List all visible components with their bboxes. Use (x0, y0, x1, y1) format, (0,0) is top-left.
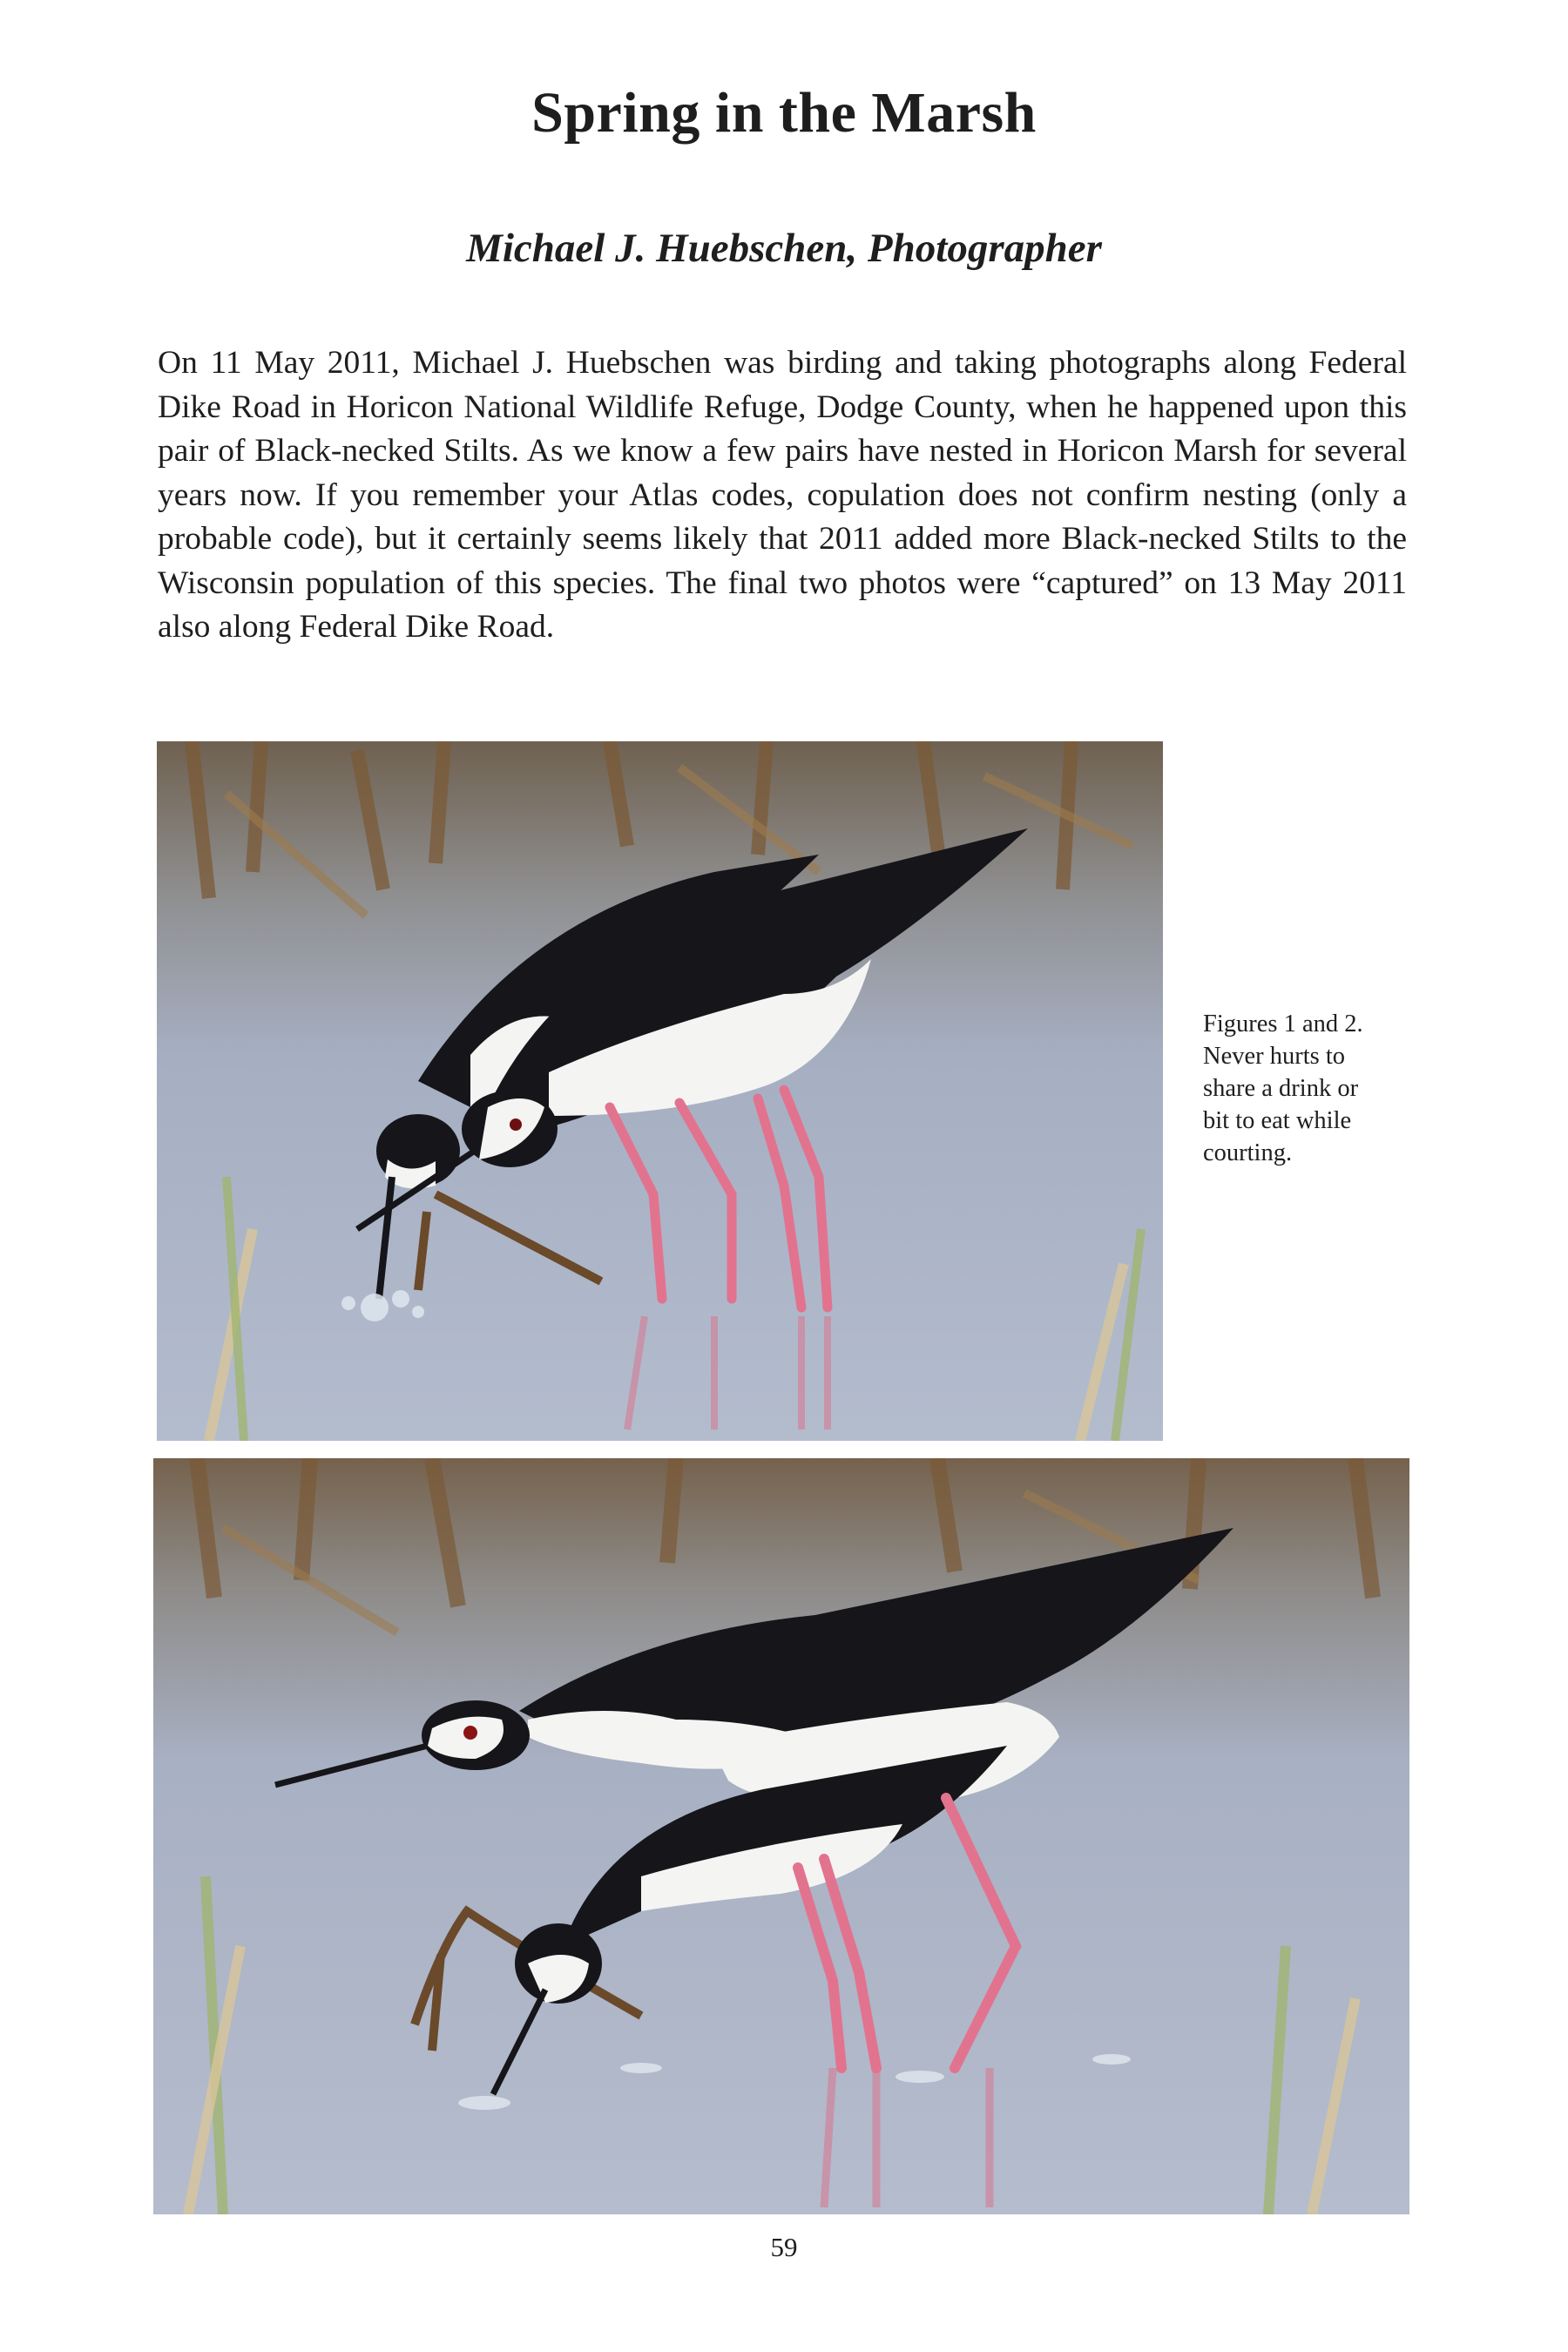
figure-2-photo (153, 1458, 1409, 2214)
caption-line: Never hurts to (1203, 1043, 1346, 1070)
article-body: On 11 May 2011, Michael J. Huebschen was birding and taking photographs along Federal Dike Road in Horicon National Wildlife Refuge, Dodge County, when he happened upon this pair of Black-necked Stilts. As we know a few pairs have nested in Horicon Marsh for several years now. If you remember your Atlas codes, copulation does not confirm nesting (only a probable code), but it certainly seems likely that 2011 added more Black-necked Stilts to the Wisconsin population of this species. The final two photos were “captured” on 13 May 2011 also along Federal Dike Road. (158, 345, 1407, 645)
page-number: 59 (770, 2232, 798, 2262)
figure-1-photo (157, 741, 1163, 1441)
article-title: Spring in the Marsh (531, 81, 1037, 145)
article-byline: Michael J. Huebschen, Photographer (466, 226, 1102, 271)
caption-line: Figures 1 and 2. (1203, 1010, 1363, 1037)
caption-line: courting. (1203, 1139, 1293, 1166)
figure-caption (1203, 1008, 1403, 1169)
caption-line: share a drink or (1203, 1075, 1359, 1102)
caption-line: bit to eat while (1203, 1107, 1352, 1134)
